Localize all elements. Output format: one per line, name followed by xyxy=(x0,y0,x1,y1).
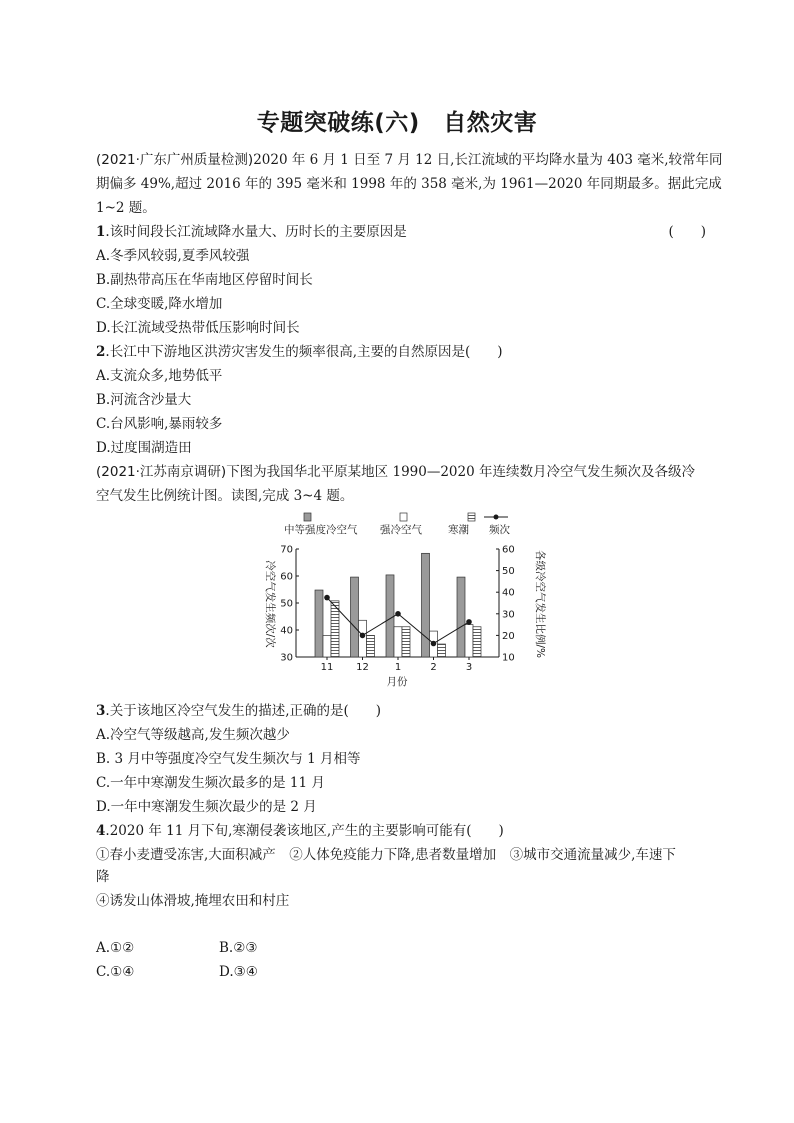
q1-number: 1 xyxy=(96,224,106,240)
intro2-line2: 空气发生比例统计图。读图,完成 3~4 题。 xyxy=(96,488,354,504)
x-tick-label: 2 xyxy=(430,662,437,673)
chart-legend xyxy=(284,513,510,536)
legend-cold-wave-label: 寒潮 xyxy=(448,524,469,536)
right-tick-label: 50 xyxy=(502,566,515,578)
q4-number: 4 xyxy=(96,823,106,839)
q2-number: 2 xyxy=(96,344,106,360)
frequency-point xyxy=(324,595,330,601)
q2-option-b[interactable]: B.河流含沙量大 xyxy=(96,392,192,408)
q1-option-c[interactable]: C.全球变暖,降水增加 xyxy=(96,296,223,312)
q3-option-a[interactable]: A.冷空气等级越高,发生频次越少 xyxy=(96,727,290,743)
q1-option-b[interactable]: B.副热带高压在华南地区停留时间长 xyxy=(96,272,313,288)
q3-number: 3 xyxy=(96,703,106,719)
bar-cold-wave xyxy=(473,627,481,657)
chart-xlabel: 月份 xyxy=(386,676,408,688)
q2-stem-text: .长江中下游地区洪涝灾害发生的频率很高,主要的自然原因是( ) xyxy=(105,344,503,360)
right-tick-label: 10 xyxy=(502,652,515,664)
right-tick-label: 40 xyxy=(502,587,515,599)
frequency-point xyxy=(360,633,366,639)
q1-option-d[interactable]: D.长江流域受热带低压影响时间长 xyxy=(96,320,300,336)
frequency-point xyxy=(431,641,437,647)
intro1-line3: 1~2 题。 xyxy=(96,200,156,216)
q2-option-d[interactable]: D.过度围湖造田 xyxy=(96,440,192,456)
left-tick-label: 70 xyxy=(280,544,293,556)
left-tick-label: 30 xyxy=(280,652,293,664)
right-tick-label: 30 xyxy=(502,609,515,621)
intro2-source: (2021·江苏南京调研) xyxy=(96,464,227,480)
q1-stem xyxy=(96,222,706,242)
q2-option-a[interactable]: A.支流众多,地势低平 xyxy=(96,368,223,384)
bar-strong-cold-air xyxy=(465,625,473,657)
x-tick-label: 1 xyxy=(394,662,402,673)
q3-option-c[interactable]: C.一年中寒潮发生频次最多的是 11 月 xyxy=(96,775,325,791)
q2-stem xyxy=(96,342,706,362)
q3-stem-text: .关于该地区冷空气发生的描述,正确的是( ) xyxy=(105,703,382,719)
cold-air-chart xyxy=(256,508,546,690)
legend-frequency-label: 频次 xyxy=(489,524,510,536)
left-tick-label: 40 xyxy=(280,625,293,637)
q3-option-d[interactable]: D.一年中寒潮发生频次最少的是 2 月 xyxy=(96,799,317,815)
bar-strong-cold-air xyxy=(323,635,331,657)
legend-moderate-cold-air-label: 中等强度冷空气 xyxy=(284,524,358,536)
q4-statement-line3: ④诱发山体滑坡,掩埋农田和村庄 xyxy=(96,893,290,909)
q4-option-a[interactable]: A.①② xyxy=(96,940,135,956)
page-title: 专题突破练(六) 自然灾害 xyxy=(256,110,538,136)
q4-stem xyxy=(96,821,706,841)
bar-moderate-cold-air xyxy=(386,575,394,657)
q1-option-a[interactable]: A.冬季风较弱,夏季风较强 xyxy=(96,248,250,264)
bar-cold-wave xyxy=(367,635,375,657)
q4-option-b[interactable]: B.②③ xyxy=(219,940,258,956)
bar-strong-cold-air xyxy=(359,620,367,657)
bar-moderate-cold-air xyxy=(422,553,430,657)
intro2-text1: 下图为我国华北平原某地区 1990—2020 年连续数月冷空气发生频次及各级冷 xyxy=(226,464,695,480)
q1-answer-paren: ( ) xyxy=(668,224,706,240)
bar-cold-wave xyxy=(402,627,410,657)
q2-option-c[interactable]: C.台风影响,暴雨较多 xyxy=(96,416,223,432)
q1-stem-text: .该时间段长江流域降水量大、历时长的主要原因是 xyxy=(105,224,407,240)
q3-stem xyxy=(96,701,706,721)
legend-strong-cold-air-swatch xyxy=(400,513,407,521)
bar-moderate-cold-air xyxy=(315,590,323,657)
intro1-line1 xyxy=(96,150,723,170)
q3-option-b[interactable]: B. 3 月中等强度冷空气发生频次与 1 月相等 xyxy=(96,751,361,767)
intro1-line2: 期偏多 49%,超过 2016 年的 395 毫米和 1998 年的 358 毫米,为 1961—2020 年同期最多。据此完成 xyxy=(96,176,722,192)
legend-frequency-dot xyxy=(494,515,499,520)
bar-moderate-cold-air xyxy=(351,577,359,657)
q4-stem-text: .2020 年 11 月下旬,寒潮侵袭该地区,产生的主要影响可能有( ) xyxy=(105,823,504,839)
legend-moderate-cold-air-swatch xyxy=(304,513,311,521)
intro1-source: (2021·广东广州质量检测) xyxy=(96,152,254,168)
x-tick-label: 3 xyxy=(465,662,473,673)
q4-statement-line2: 降 xyxy=(96,869,110,885)
bar-moderate-cold-air xyxy=(457,577,465,657)
right-tick-label: 20 xyxy=(502,630,515,642)
right-tick-label: 60 xyxy=(502,544,515,556)
bar-cold-wave xyxy=(438,644,446,657)
intro2-line1 xyxy=(96,462,706,482)
legend-strong-cold-air-label: 强冷空气 xyxy=(380,524,422,536)
q4-option-c[interactable]: C.①④ xyxy=(96,964,135,980)
frequency-point xyxy=(466,619,472,625)
x-tick-label: 12 xyxy=(356,662,369,673)
chart-ylabel-right: 各级冷空气发生比例/% xyxy=(534,549,546,659)
intro1-text1: 2020 年 6 月 1 日至 7 月 12 日,长江流域的平均降水量为 403 毫米,较常年同 xyxy=(253,152,723,168)
legend-cold-wave-swatch xyxy=(468,513,475,521)
chart-bars xyxy=(315,553,481,657)
q4-statement-line1: ①春小麦遭受冻害,大面积减产 ②人体免疫能力下降,患者数量增加 ③城市交通流量减少,车速下 xyxy=(96,847,676,863)
frequency-point xyxy=(395,611,401,617)
left-tick-label: 60 xyxy=(280,571,293,583)
q4-option-d[interactable]: D.③④ xyxy=(219,964,258,980)
chart-ylabel-left: 冷空气发生频次/次 xyxy=(264,560,276,648)
x-tick-label: 11 xyxy=(320,662,334,673)
bar-strong-cold-air xyxy=(394,627,402,657)
left-tick-label: 50 xyxy=(280,598,293,610)
